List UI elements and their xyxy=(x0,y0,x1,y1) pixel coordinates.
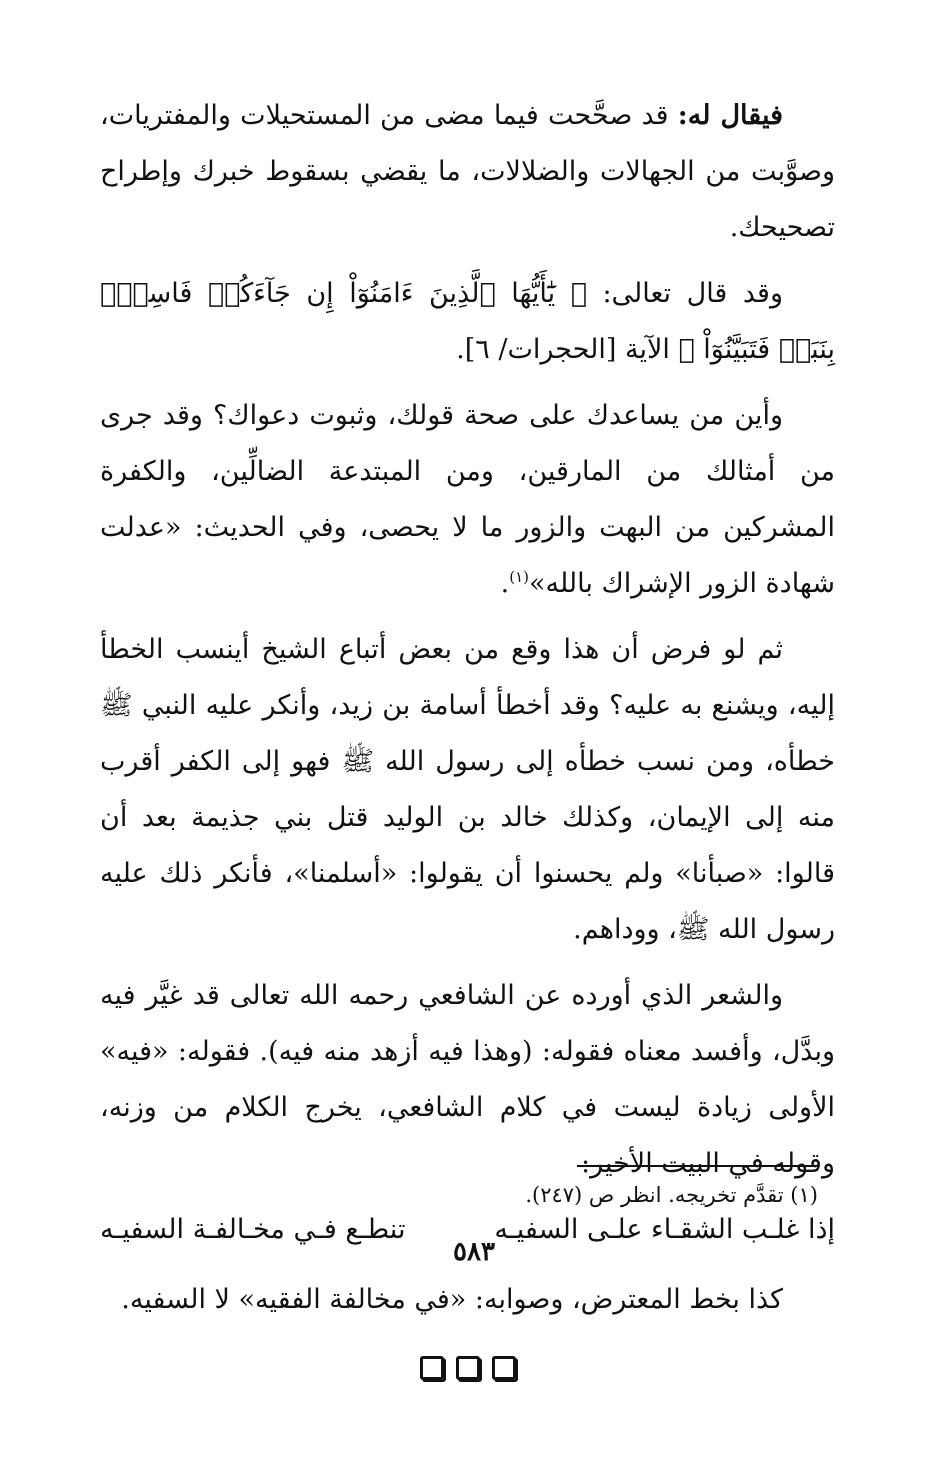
verse-first-hemistich: إذا غلـب الشقـاء علـى السفيـه xyxy=(494,1214,835,1245)
paragraph-4: ثم لو فرض أن هذا وقع من بعض أتباع الشيخ أينسب الخطأ إليه، ويشنع به عليه؟ وقد أخطأ أسامة بن زيد، وأنكر عليه النبي ﷺ خطأه، ومن نسب خطأه إلى رسول الله ﷺ فهو إلى الكفر أقرب منه إلى الإيمان، وكذلك خالد بن الوليد قتل بني جذيمة بعد أن قالوا: «صبأنا» ولم يحسنوا أن يقولوا: «أسلمنا»، فأنكر ذلك عليه رسول الله ﷺ، ووداهم. xyxy=(100,634,835,945)
footnote: (١) تقدَّم تخريجه. انظر ص (٢٤٧). xyxy=(525,1183,818,1207)
page-body xyxy=(100,88,835,1416)
paragraph-3 xyxy=(100,388,835,612)
paragraph-2: وقد قال تعالى: ﴿ يَٰٓأَيُّهَا ٱلَّذِينَ ءَامَنُوٓاْ إِن جَآءَكُمۡ فَاسِقُۢ بِنَبَإٖ فَتَبَيَّنُوٓاْ ﴾ الآية [الحجرات/ ٦]. xyxy=(100,278,835,365)
paragraph-1-text: قد صحَّحت فيما مضى من المستحيلات والمفتريات، وصوَّبت من الجهالات والضلالات، ما يقضي بسقوط خبرك وإطراح تصحيحك. xyxy=(100,100,835,243)
separator-square-icon xyxy=(492,1356,516,1380)
paragraph-5: والشعر الذي أورده عن الشافعي رحمه الله تعالى قد غيَّر فيه وبدَّل، وأفسد معناه فقوله: (وهذا فيه أزهد منه فيه). فقوله: «فيه» الأولى زيادة ليست في كلام الشافعي، يخرج الكلام من وزنه، وقوله في البيت الأخير: xyxy=(100,980,835,1179)
paragraph-1-lead: فيقال له: xyxy=(677,100,783,131)
separator-square-icon xyxy=(456,1356,480,1380)
paragraph-3-end: . xyxy=(500,568,510,599)
page-number: ٥٨٣ xyxy=(453,1237,495,1267)
paragraph-3-text: وأين من يساعدك على صحة قولك، وثبوت دعواك؟ وقد جرى من أمثالك من المارقين، ومن المبتدعة الضالِّين، والكفرة المشركين من البهت والزور ما لا يحصى، وفي الحديث: «عدلت شهادة الزور الإشراك بالله» xyxy=(100,400,835,599)
separator-square-icon xyxy=(420,1356,444,1380)
paragraph-6: كذا بخط المعترض، وصوابه: «في مخالفة الفقيه» لا السفيه. xyxy=(121,1284,783,1315)
section-separator xyxy=(100,1356,835,1380)
paragraph-1 xyxy=(100,88,835,256)
footnote-reference: (١) xyxy=(509,568,529,586)
verse-second-hemistich: تنطـع فـي مخـالفـة السفيـه xyxy=(100,1214,406,1245)
footnote-divider xyxy=(577,1165,817,1167)
